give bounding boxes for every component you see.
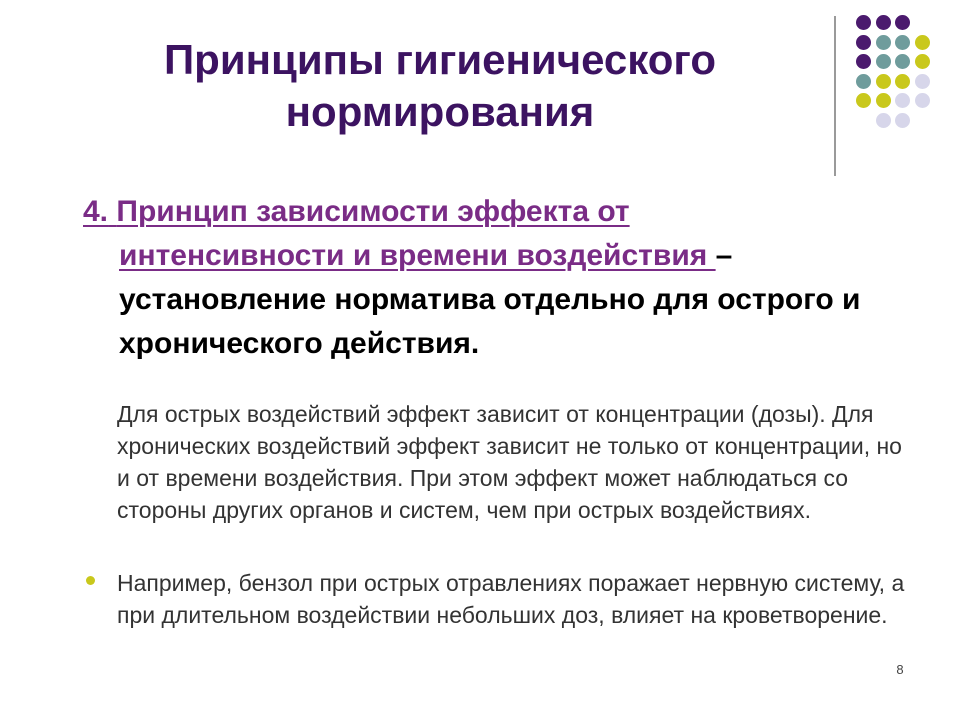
decorative-dot: [895, 54, 910, 69]
decorative-dot: [876, 93, 891, 108]
decorative-dot: [856, 54, 871, 69]
heading-line-2: [83, 234, 923, 278]
heading-dash: –: [715, 239, 733, 272]
decorative-dot: [856, 93, 871, 108]
decorative-dot: [876, 74, 891, 89]
decorative-dot: [915, 35, 930, 50]
decorative-dot: [876, 113, 891, 128]
example-bullet-text: Например, бензол при острых отравлениях поражает нервную систему, а при длительном воздействии небольших доз, влияет на кроветворение.: [117, 570, 905, 628]
decorative-dot: [895, 93, 910, 108]
slide-title: [60, 34, 820, 138]
decorative-dot: [895, 35, 910, 50]
title-line-2: нормирования: [285, 88, 595, 135]
heading-number: 4.: [83, 195, 109, 228]
title-line-1: Принципы гигиенического: [163, 36, 716, 83]
decorative-dot: [876, 54, 891, 69]
decorative-dot: [856, 15, 871, 30]
decorative-dot: [876, 35, 891, 50]
decorative-dot: [895, 74, 910, 89]
decorative-dot: [876, 15, 891, 30]
decorative-dot: [895, 113, 910, 128]
principle-heading: [83, 190, 923, 366]
heading-link-line-2: интенсивности и времени воздействия: [119, 239, 716, 272]
decorative-dot: [915, 74, 930, 89]
decorative-dot: [915, 93, 930, 108]
bullet-dot-icon: [86, 576, 95, 585]
decorative-dot: [856, 35, 871, 50]
heading-rest-line-1: установление норматива отдельно для острого и: [119, 283, 861, 316]
example-bullet: [84, 567, 924, 631]
decorative-dot: [895, 15, 910, 30]
heading-line-1: [83, 190, 923, 234]
explanation-paragraph: Для острых воздействий эффект зависит от концентрации (дозы). Для хронических воздействий эффект зависит не только от концентрации, но и от времени воздействия. При этом эффект может наблюдаться со стороны других органов и систем, чем при острых воздействиях.: [117, 401, 902, 523]
heading-rest-line-2: хронического действия.: [119, 327, 480, 360]
heading-link-line-1: Принцип зависимости эффекта от: [116, 195, 630, 228]
decorative-dot: [856, 74, 871, 89]
decorative-dot: [915, 54, 930, 69]
page-number: 8: [896, 662, 904, 677]
decorative-divider: [834, 16, 836, 176]
